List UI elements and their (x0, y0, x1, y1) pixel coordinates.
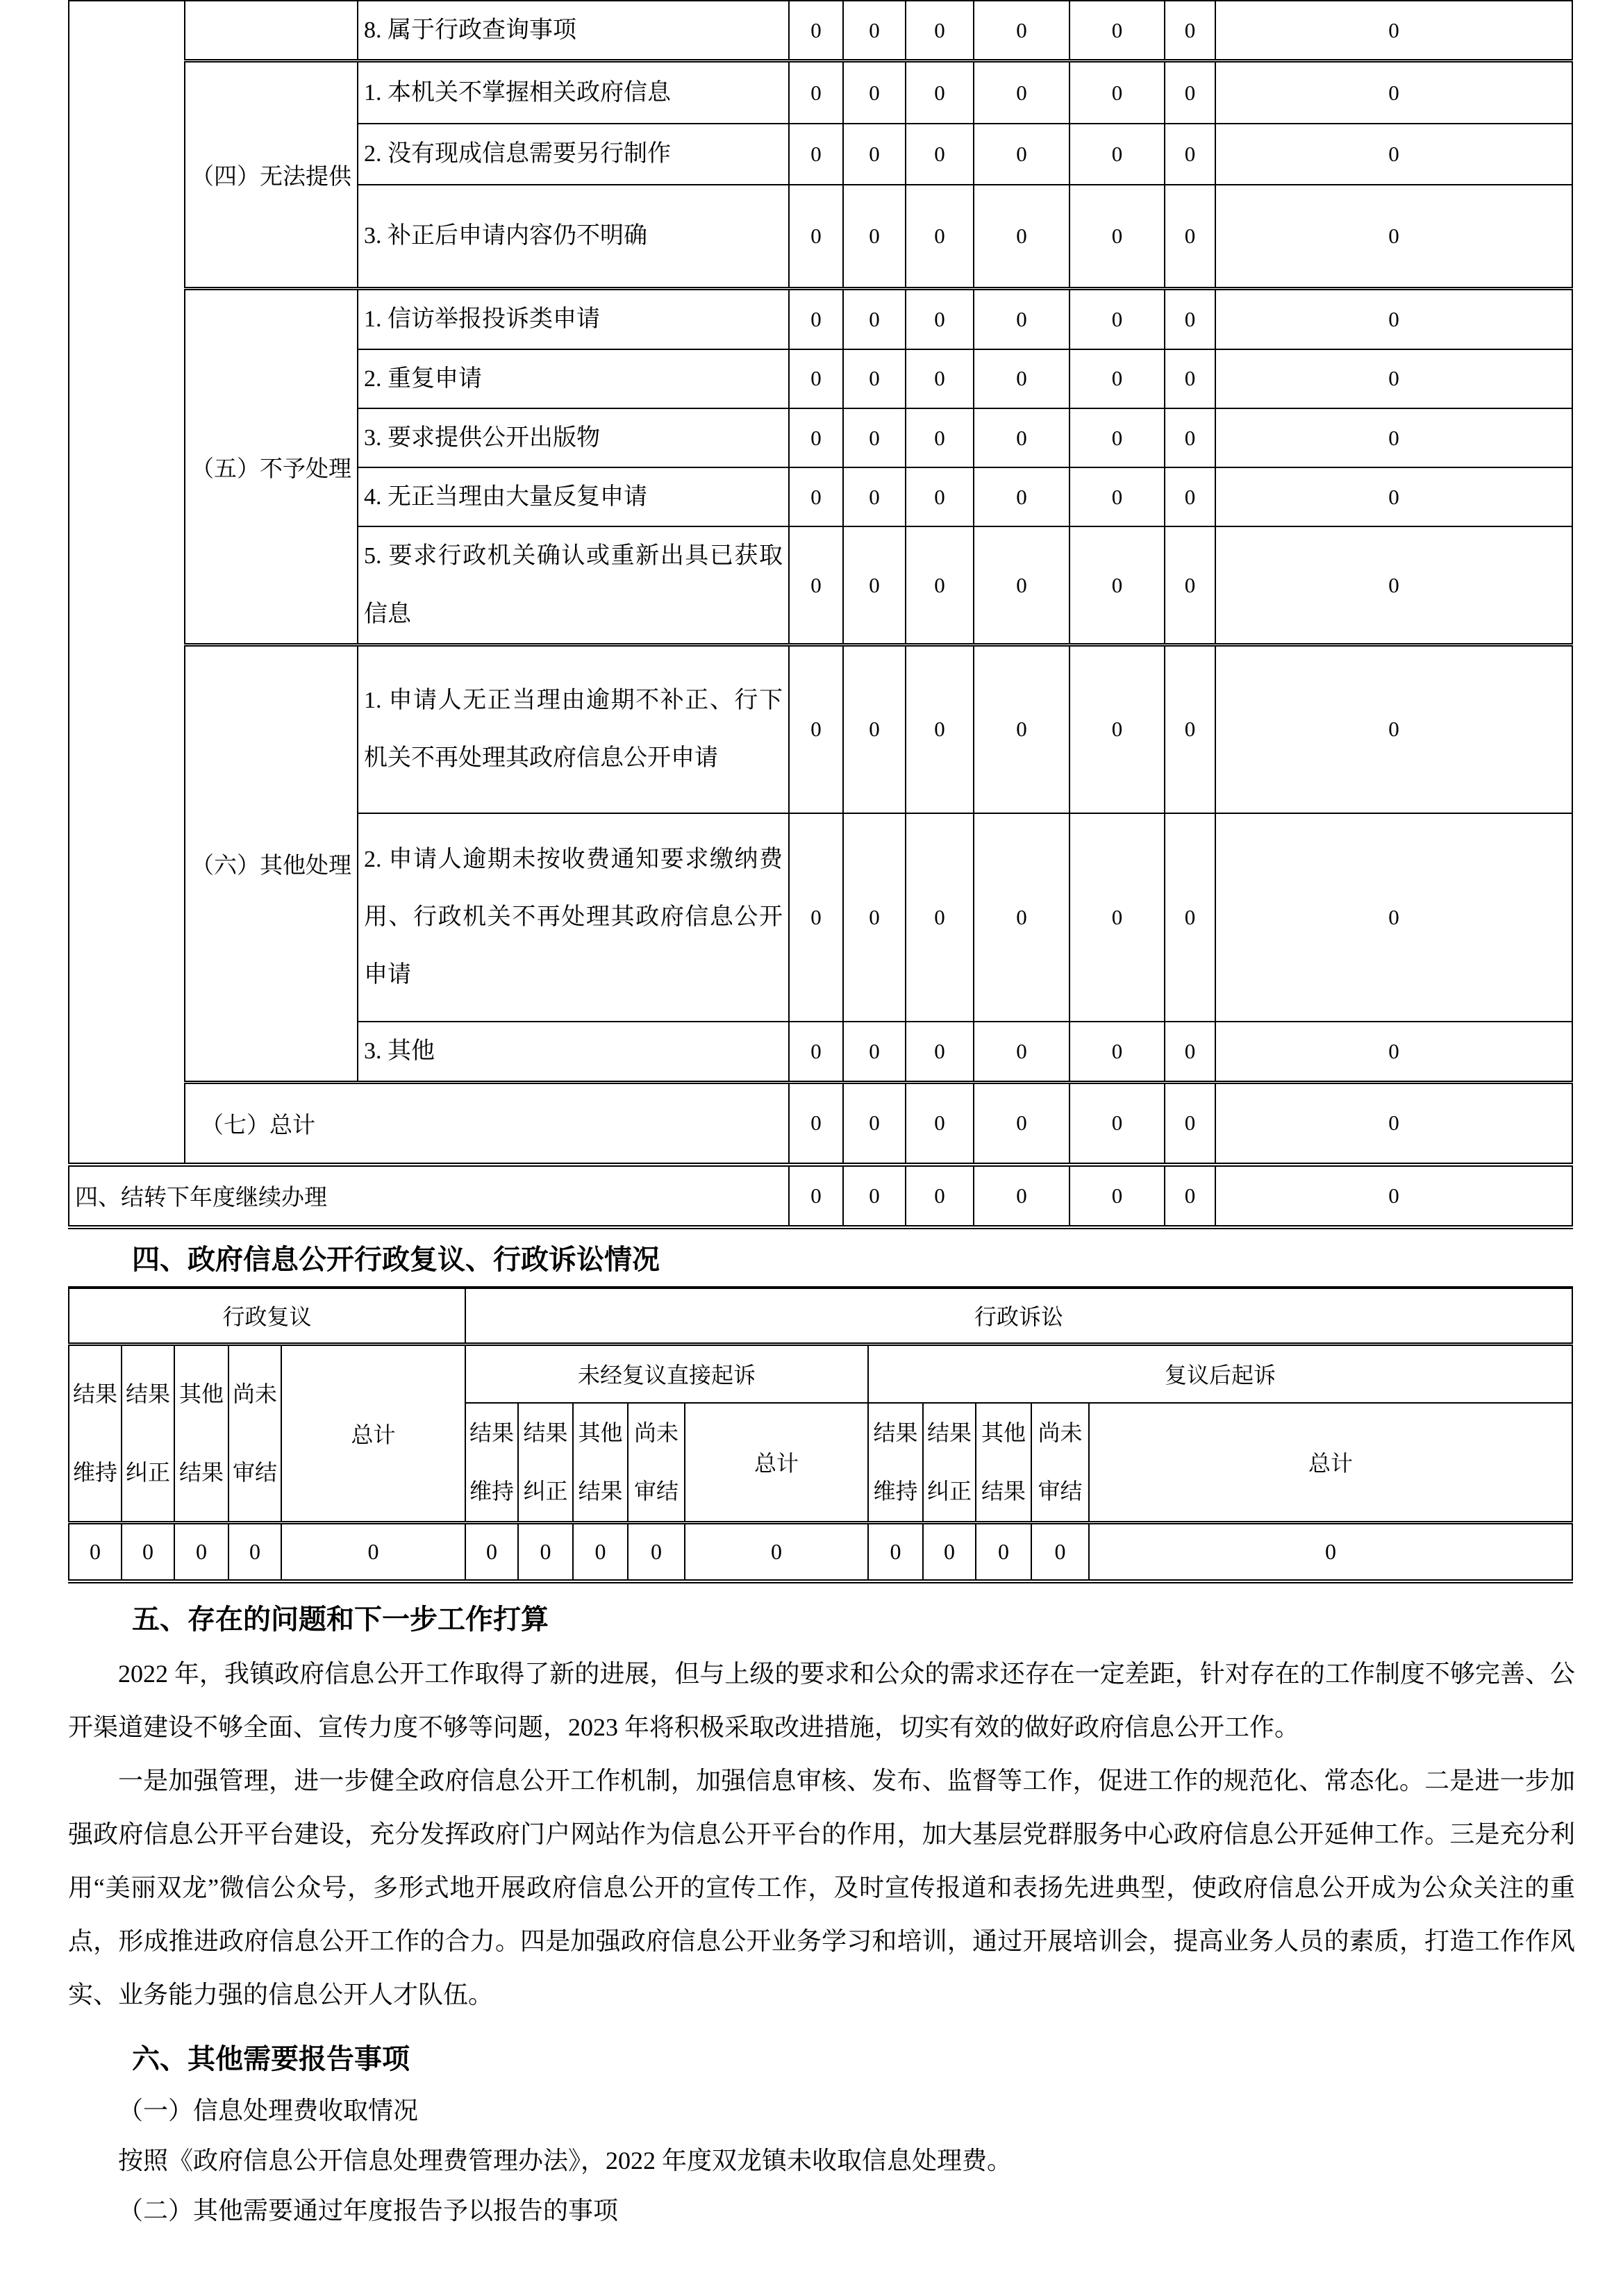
header-result-maintain: 结果维持 (69, 1345, 122, 1523)
value-cell: 0 (1215, 124, 1572, 185)
value-cell: 0 (906, 349, 974, 408)
value-cell: 0 (1069, 1165, 1165, 1227)
value-cell: 0 (1165, 1, 1215, 61)
value-cell: 0 (465, 1523, 518, 1581)
value-cell: 0 (1215, 408, 1572, 467)
value-cell: 0 (1165, 813, 1215, 1022)
header-result-maintain: 结果维持 (868, 1403, 923, 1523)
section6-heading: 六、其他需要报告事项 (132, 2043, 410, 2074)
header-pending: 尚未审结 (228, 1345, 281, 1523)
value-cell: 0 (868, 1523, 923, 1581)
value-cell: 0 (974, 467, 1069, 526)
applications-table (68, 0, 1573, 1229)
value-cell: 0 (518, 1523, 573, 1581)
subsection-item: （二）其他需要通过年度报告予以报告的事项 (118, 2196, 619, 2224)
value-cell: 0 (573, 1523, 628, 1581)
header-after-review-suit: 复议后起诉 (868, 1345, 1572, 1403)
item-cell: 1. 申请人无正当理由逾期不补正、行下机关不再处理其政府信息公开申请 (358, 645, 789, 813)
value-cell: 0 (281, 1523, 465, 1581)
spanned-empty-cell (69, 1, 185, 1165)
value-cell: 0 (1069, 1, 1165, 61)
header-other-result: 其他结果 (976, 1403, 1031, 1523)
value-cell: 0 (1165, 1083, 1215, 1165)
category-cell: （四）无法提供 (185, 61, 358, 289)
value-cell: 0 (906, 1083, 974, 1165)
header-pending: 尚未审结 (628, 1403, 685, 1523)
value-cell: 0 (789, 1, 843, 61)
value-cell: 0 (1069, 185, 1165, 289)
value-cell: 0 (974, 1083, 1069, 1165)
value-cell: 0 (1069, 1022, 1165, 1083)
value-cell: 0 (1215, 1022, 1572, 1083)
value-cell: 0 (974, 1165, 1069, 1227)
value-cell: 0 (1165, 349, 1215, 408)
value-cell: 0 (789, 1022, 843, 1083)
value-cell: 0 (906, 813, 974, 1022)
header-pending: 尚未审结 (1031, 1403, 1089, 1523)
value-cell: 0 (122, 1523, 174, 1581)
value-cell: 0 (906, 408, 974, 467)
value-cell: 0 (843, 1022, 906, 1083)
value-cell: 0 (1215, 1165, 1572, 1227)
value-cell: 0 (1215, 349, 1572, 408)
value-cell: 0 (789, 289, 843, 349)
value-cell: 0 (1165, 1022, 1215, 1083)
item-cell: 3. 补正后申请内容仍不明确 (358, 185, 789, 289)
value-cell: 0 (843, 1165, 906, 1227)
value-cell: 0 (69, 1523, 122, 1581)
item-cell: 1. 信访举报投诉类申请 (358, 289, 789, 349)
item-cell: 8. 属于行政查询事项 (358, 1, 789, 61)
value-cell: 0 (1069, 813, 1165, 1022)
value-cell: 0 (976, 1523, 1031, 1581)
value-cell: 0 (1165, 645, 1215, 813)
value-cell: 0 (843, 1083, 906, 1165)
value-cell: 0 (843, 124, 906, 185)
value-cell: 0 (1165, 408, 1215, 467)
value-cell: 0 (906, 185, 974, 289)
header-total: 总计 (281, 1345, 465, 1523)
item-cell: 3. 要求提供公开出版物 (358, 408, 789, 467)
value-cell: 0 (789, 1165, 843, 1227)
table-row (69, 1, 1572, 61)
value-cell: 0 (906, 467, 974, 526)
value-cell: 0 (974, 813, 1069, 1022)
header-total: 总计 (1089, 1403, 1572, 1523)
value-cell: 0 (843, 408, 906, 467)
table-row (69, 1523, 1572, 1581)
item-cell: 1. 本机关不掌握相关政府信息 (358, 61, 789, 124)
item-cell: 2. 重复申请 (358, 349, 789, 408)
value-cell: 0 (843, 349, 906, 408)
header-total: 总计 (685, 1403, 868, 1523)
value-cell: 0 (1069, 645, 1165, 813)
value-cell: 0 (1215, 1083, 1572, 1165)
value-cell: 0 (1069, 408, 1165, 467)
value-cell: 0 (789, 408, 843, 467)
item-cell: 2. 申请人逾期未按收费通知要求缴纳费用、行政机关不再处理其政府信息公开申请 (358, 813, 789, 1022)
category-cell (185, 1, 358, 61)
value-cell: 0 (685, 1523, 868, 1581)
value-cell: 0 (906, 526, 974, 644)
header-result-maintain: 结果维持 (465, 1403, 518, 1523)
value-cell: 0 (789, 467, 843, 526)
value-cell: 0 (1089, 1523, 1572, 1581)
value-cell: 0 (843, 61, 906, 124)
value-cell: 0 (974, 1, 1069, 61)
table-row (69, 1083, 1572, 1165)
value-cell: 0 (628, 1523, 685, 1581)
value-cell: 0 (843, 813, 906, 1022)
value-cell: 0 (974, 526, 1069, 644)
section5-heading: 五、存在的问题和下一步工作打算 (132, 1604, 549, 1635)
value-cell: 0 (843, 1, 906, 61)
value-cell: 0 (974, 645, 1069, 813)
table-row (69, 61, 1572, 124)
header-other-result: 其他结果 (174, 1345, 228, 1523)
header-litigation: 行政诉讼 (465, 1288, 1572, 1345)
value-cell: 0 (923, 1523, 976, 1581)
value-cell: 0 (1069, 124, 1165, 185)
table-row (69, 645, 1572, 813)
table-row (69, 289, 1572, 349)
value-cell: 0 (843, 645, 906, 813)
value-cell: 0 (1069, 349, 1165, 408)
subsection-item: （一）信息处理费收取情况 (118, 2096, 419, 2124)
review-litigation-table (68, 1286, 1573, 1583)
value-cell: 0 (1215, 185, 1572, 289)
header-result-correct: 结果纠正 (923, 1403, 976, 1523)
value-cell: 0 (789, 61, 843, 124)
table-row (69, 1288, 1572, 1345)
value-cell: 0 (906, 1, 974, 61)
header-review: 行政复议 (69, 1288, 465, 1345)
value-cell: 0 (1215, 467, 1572, 526)
value-cell: 0 (789, 124, 843, 185)
value-cell: 0 (906, 124, 974, 185)
category-cell: （六）其他处理 (185, 645, 358, 1083)
value-cell: 0 (1215, 289, 1572, 349)
value-cell: 0 (906, 289, 974, 349)
value-cell: 0 (843, 289, 906, 349)
section4-heading: 四、政府信息公开行政复议、行政诉讼情况 (132, 1244, 660, 1275)
value-cell: 0 (1031, 1523, 1089, 1581)
value-cell: 0 (789, 1083, 843, 1165)
value-cell: 0 (1165, 61, 1215, 124)
category-cell: （七）总计 (185, 1083, 789, 1165)
paragraph: 一是加强管理，进一步健全政府信息公开工作机制，加强信息审核、发布、监督等工作，促进工作的规范化、常态化。二是进一步加强政府信息公开平台建设，充分发挥政府门户网站作为信息公开平台的作用，加大基层党群服务中心政府信息公开延伸工作。三是充分利用“美丽双龙”微信公众号，多形式地开展政府信息公开的宣传工作，及时宣传报道和表扬先进典型，使政府信息公开成为公众关注的重点，形成推进政府信息公开工作的合力。四是加强政府信息公开业务学习和培训，通过开展培训会，提高业务人员的素质，打造工作作风实、业务能力强的信息公开人才队伍。 (68, 1766, 1575, 2008)
value-cell: 0 (1165, 185, 1215, 289)
table-row (69, 1345, 1572, 1403)
value-cell: 0 (1165, 289, 1215, 349)
row-label-cell: 四、结转下年度继续办理 (69, 1165, 789, 1227)
value-cell: 0 (843, 467, 906, 526)
value-cell: 0 (906, 1165, 974, 1227)
value-cell: 0 (906, 61, 974, 124)
paragraph: 2022 年，我镇政府信息公开工作取得了新的进展，但与上级的要求和公众的需求还存在一定差距，针对存在的工作制度不够完善、公开渠道建设不够全面、宣传力度不够等问题，2023 年将积极采取改进措施，切实有效的做好政府信息公开工作。 (68, 1659, 1575, 1741)
value-cell: 0 (1069, 289, 1165, 349)
value-cell: 0 (906, 645, 974, 813)
value-cell: 0 (1069, 1083, 1165, 1165)
category-cell: （五）不予处理 (185, 289, 358, 645)
value-cell: 0 (974, 61, 1069, 124)
value-cell: 0 (1165, 526, 1215, 644)
value-cell: 0 (974, 185, 1069, 289)
value-cell: 0 (1215, 645, 1572, 813)
item-cell: 4. 无正当理由大量反复申请 (358, 467, 789, 526)
value-cell: 0 (1215, 526, 1572, 644)
header-other-result: 其他结果 (573, 1403, 628, 1523)
value-cell: 0 (974, 124, 1069, 185)
value-cell: 0 (906, 1022, 974, 1083)
value-cell: 0 (1165, 124, 1215, 185)
item-cell: 2. 没有现成信息需要另行制作 (358, 124, 789, 185)
value-cell: 0 (843, 526, 906, 644)
value-cell: 0 (789, 526, 843, 644)
item-cell: 5. 要求行政机关确认或重新出具已获取信息 (358, 526, 789, 644)
value-cell: 0 (789, 813, 843, 1022)
value-cell: 0 (228, 1523, 281, 1581)
value-cell: 0 (974, 349, 1069, 408)
value-cell: 0 (843, 185, 906, 289)
value-cell: 0 (974, 1022, 1069, 1083)
value-cell: 0 (1069, 526, 1165, 644)
value-cell: 0 (789, 645, 843, 813)
value-cell: 0 (1069, 61, 1165, 124)
value-cell: 0 (1215, 61, 1572, 124)
paragraph: 按照《政府信息公开信息处理费管理办法》，2022 年度双龙镇未收取信息处理费。 (118, 2146, 1013, 2174)
value-cell: 0 (1069, 467, 1165, 526)
header-result-correct: 结果纠正 (122, 1345, 174, 1523)
value-cell: 0 (789, 185, 843, 289)
value-cell: 0 (974, 289, 1069, 349)
value-cell: 0 (1165, 467, 1215, 526)
value-cell: 0 (974, 408, 1069, 467)
item-cell: 3. 其他 (358, 1022, 789, 1083)
value-cell: 0 (1215, 813, 1572, 1022)
table-row (69, 1165, 1572, 1227)
header-result-correct: 结果纠正 (518, 1403, 573, 1523)
value-cell: 0 (789, 349, 843, 408)
value-cell: 0 (174, 1523, 228, 1581)
value-cell: 0 (1165, 1165, 1215, 1227)
value-cell: 0 (1215, 1, 1572, 61)
header-direct-suit: 未经复议直接起诉 (465, 1345, 868, 1403)
